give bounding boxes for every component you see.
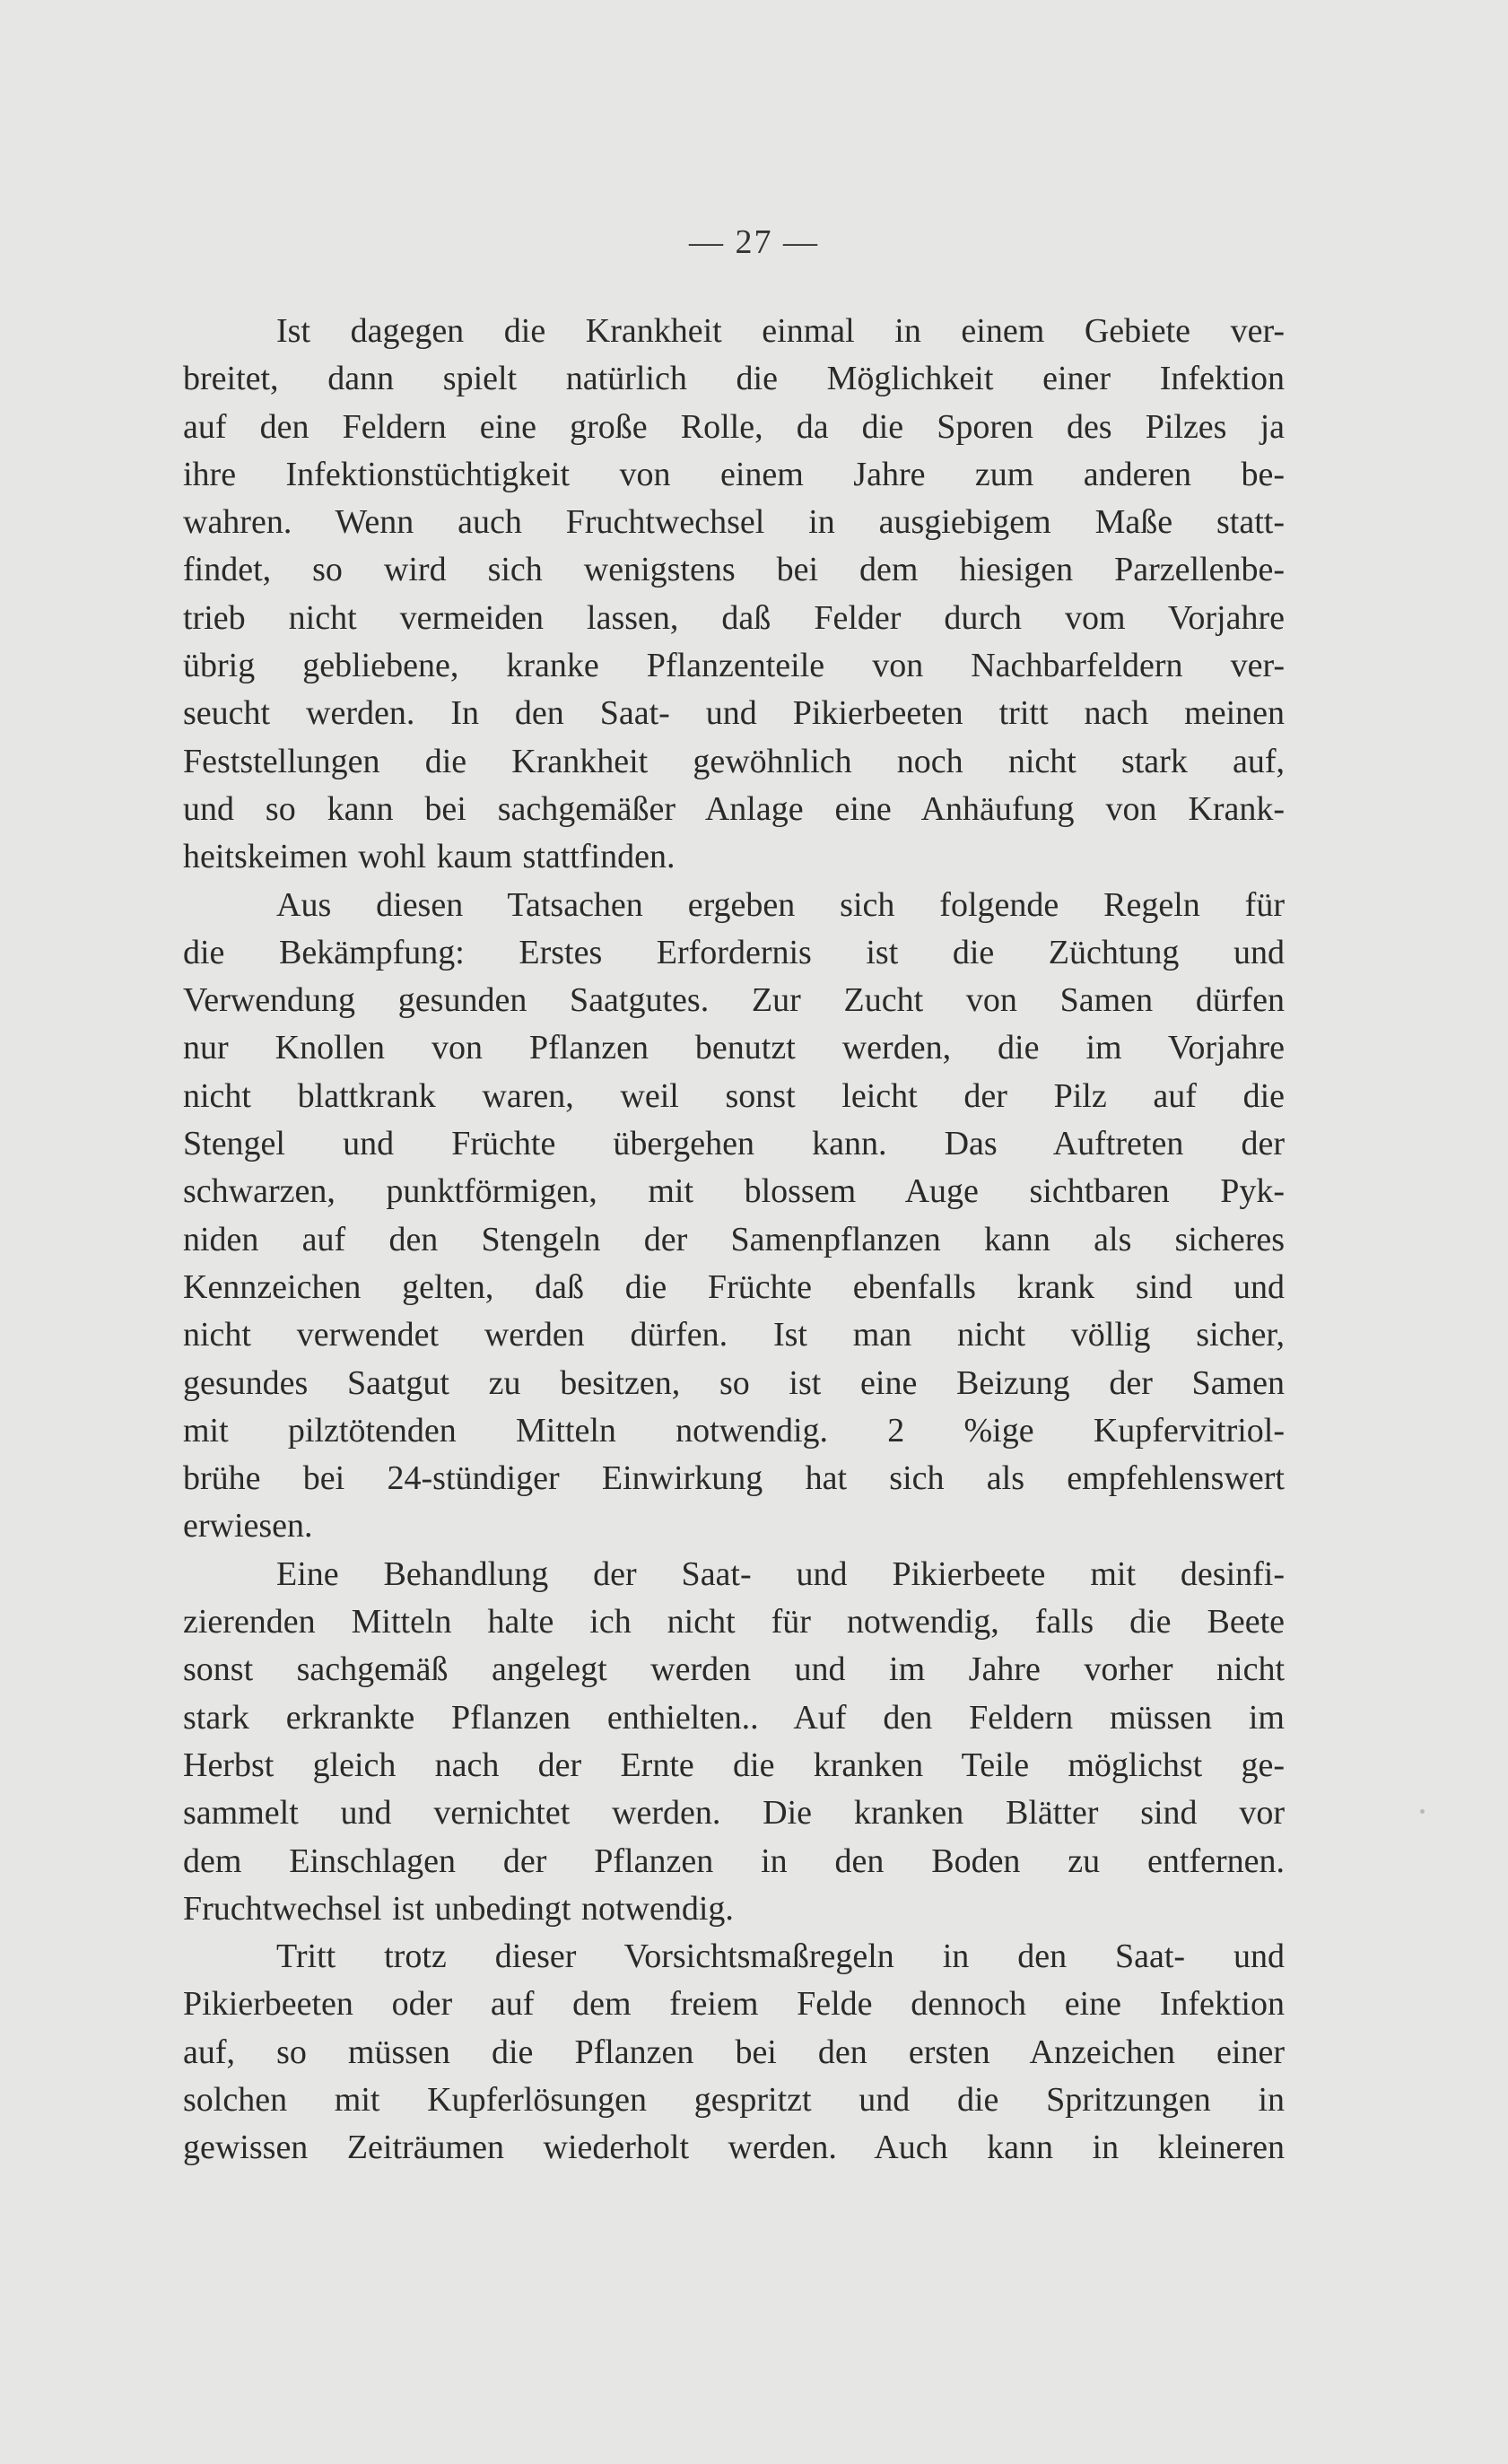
text-line: gewissen Zeiträumen wiederholt werden. Auch kann in kleineren (183, 2129, 1285, 2167)
text-line: Verwendung gesunden Saatgutes. Zur Zucht von Samen dürfen (183, 981, 1285, 1020)
page-number: — 27 — (689, 223, 819, 261)
text-line: nicht verwendet werden dürfen. Ist man nicht völlig sicher, (183, 1316, 1285, 1354)
text-line: trieb nicht vermeiden lassen, daß Felder durch vom Vorjahre (183, 598, 1285, 637)
text-line: Feststellungen die Krankheit gewöhnlich noch nicht stark auf, (183, 742, 1285, 780)
text-line: Stengel und Früchte übergehen kann. Das Auftreten der (183, 1125, 1285, 1163)
text-line: seucht werden. In den Saat- und Pikierbeeten tritt nach meinen (183, 694, 1285, 733)
text-line: und so kann bei sachgemäßer Anlage eine Anhäufung von Krank- (183, 789, 1285, 828)
paragraph-first-line: Eine Behandlung der Saat- und Pikierbeete mit desinfi- (276, 1554, 1285, 1593)
text-line: Fruchtwechsel ist unbedingt notwendig. (183, 1889, 734, 1928)
body-text (183, 308, 1285, 2172)
text-line: dem Einschlagen der Pflanzen in den Boden zu entfernen. (183, 1841, 1285, 1880)
text-line: ihre Infektionstüchtigkeit von einem Jahre zum anderen be- (183, 455, 1285, 493)
text-line: erwiesen. (183, 1507, 313, 1545)
text-line: sammelt und vernichtet werden. Die kranken Blätter sind vor (183, 1794, 1285, 1833)
text-line: auf, so müssen die Pflanzen bei den ersten Anzeichen einer (183, 2033, 1285, 2071)
text-line: niden auf den Stengeln der Samenpflanzen kann als sicheres (183, 1220, 1285, 1258)
text-line: wahren. Wenn auch Fruchtwechsel in ausgiebigem Maße statt- (183, 503, 1285, 542)
text-line: breitet, dann spielt natürlich die Möglichkeit einer Infektion (183, 360, 1285, 398)
text-line: mit pilztötenden Mitteln notwendig. 2 %ige Kupfervitriol- (183, 1411, 1285, 1450)
text-line: Pikierbeeten oder auf dem freiem Felde dennoch eine Infektion (183, 1985, 1285, 2024)
text-line: stark erkrankte Pflanzen enthielten.. Auf den Feldern müssen im (183, 1698, 1285, 1737)
paper-speck (1420, 1809, 1425, 1814)
text-line: brühe bei 24-stündiger Einwirkung hat sich als empfehlenswert (183, 1459, 1285, 1498)
paragraph-first-line: Ist dagegen die Krankheit einmal in einem Gebiete ver- (276, 312, 1285, 350)
text-line: gesundes Saatgut zu besitzen, so ist eine Beizung der Samen (183, 1363, 1285, 1402)
text-line: heitskeimen wohl kaum stattfinden. (183, 838, 676, 876)
paragraph-first-line: Aus diesen Tatsachen ergeben sich folgende Regeln für (276, 885, 1285, 924)
text-line: zierenden Mitteln halte ich nicht für notwendig, falls die Beete (183, 1603, 1285, 1641)
text-line: solchen mit Kupferlösungen gespritzt und die Spritzungen in (183, 2080, 1285, 2119)
text-line: auf den Feldern eine große Rolle, da die Sporen des Pilzes ja (183, 407, 1285, 446)
text-line: schwarzen, punktförmigen, mit blossem Auge sichtbaren Pyk- (183, 1172, 1285, 1211)
text-line: nur Knollen von Pflanzen benutzt werden, die im Vorjahre (183, 1029, 1285, 1067)
text-line: Herbst gleich nach der Ernte die kranken Teile möglichst ge- (183, 1746, 1285, 1784)
text-line: Kennzeichen gelten, daß die Früchte ebenfalls krank sind und (183, 1267, 1285, 1306)
text-line: nicht blattkrank waren, weil sonst leicht der Pilz auf die (183, 1076, 1285, 1115)
paragraph-first-line: Tritt trotz dieser Vorsichtsmaßregeln in den Saat- und (276, 1937, 1285, 1976)
text-line: die Bekämpfung: Erstes Erfordernis ist die Züchtung und (183, 933, 1285, 971)
text-line: übrig gebliebene, kranke Pflanzenteile von Nachbarfeldern ver- (183, 647, 1285, 685)
text-line: sonst sachgemäß angelegt werden und im Jahre vorher nicht (183, 1650, 1285, 1689)
text-line: findet, so wird sich wenigstens bei dem hiesigen Parzellenbe- (183, 551, 1285, 589)
